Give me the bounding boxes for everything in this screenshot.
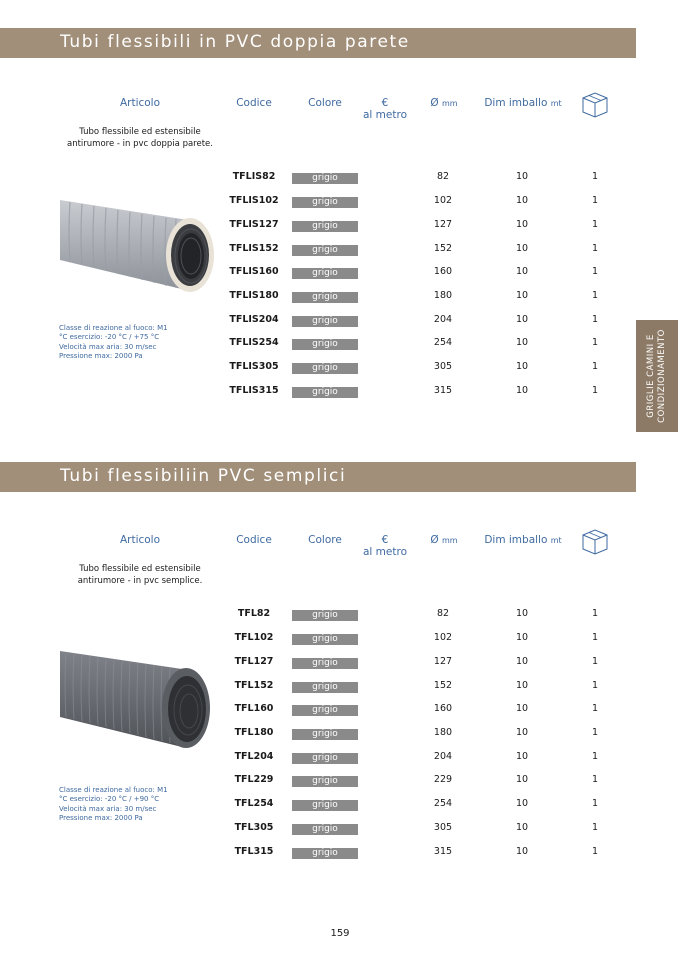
diameter-cell: 180 <box>433 727 453 738</box>
qty-cell: 1 <box>591 290 599 301</box>
dim-cell: 10 <box>515 266 529 277</box>
qty-cell: 1 <box>591 361 599 372</box>
code-cell: TFLIS204 <box>229 314 279 325</box>
box-icon <box>580 90 610 118</box>
header-euro-label: al metro <box>362 109 407 121</box>
dim-cell: 10 <box>515 243 529 254</box>
dim-cell: 10 <box>515 798 529 809</box>
header-articolo: Articolo <box>119 534 161 546</box>
table-row <box>0 265 678 281</box>
color-cell: grigio <box>292 682 358 693</box>
header-dim-imballo <box>484 97 562 109</box>
code-cell: TFLIS82 <box>232 171 276 182</box>
section-1-banner <box>0 28 636 58</box>
header-euro-symbol: € <box>381 534 389 546</box>
box-icon <box>580 527 610 555</box>
header-dim-label: Dim imballo <box>484 97 548 109</box>
table-row <box>0 384 678 400</box>
qty-cell: 1 <box>591 195 599 206</box>
table-row <box>0 702 678 718</box>
code-cell: TFL160 <box>234 703 274 714</box>
diameter-cell: 254 <box>433 337 453 348</box>
spec-line: Velocità max aria: 30 m/sec <box>59 804 157 813</box>
diameter-cell: 204 <box>433 751 453 762</box>
qty-cell: 1 <box>591 266 599 277</box>
qty-cell: 1 <box>591 337 599 348</box>
color-cell: grigio <box>292 729 358 740</box>
color-cell: grigio <box>292 800 358 811</box>
header-diameter <box>422 97 466 109</box>
diameter-cell: 305 <box>433 361 453 372</box>
diameter-cell: 152 <box>433 680 453 691</box>
header-codice: Codice <box>236 534 272 546</box>
table-row <box>0 336 678 352</box>
spec-line: Classe di reazione al fuoco: M1 <box>59 786 168 794</box>
table-row <box>0 726 678 742</box>
dim-cell: 10 <box>515 751 529 762</box>
diameter-cell: 160 <box>433 703 453 714</box>
diameter-cell: 254 <box>433 798 453 809</box>
spec-line: Velocità max aria: 30 m/sec <box>59 342 157 351</box>
table-row <box>0 607 678 623</box>
table-row <box>0 845 678 861</box>
dim-cell: 10 <box>515 822 529 833</box>
spec-line: Classe di reazione al fuoco: M1 <box>59 324 168 332</box>
side-category-tab <box>636 320 678 432</box>
code-cell: TFLIS305 <box>229 361 279 372</box>
code-cell: TFL82 <box>237 608 271 619</box>
qty-cell: 1 <box>591 656 599 667</box>
qty-cell: 1 <box>591 385 599 396</box>
code-cell: TFL180 <box>234 727 274 738</box>
dim-cell: 10 <box>515 337 529 348</box>
code-cell: TFLIS254 <box>229 337 279 348</box>
spec-line: °C esercizio: -20 °C / +90 °C <box>59 795 160 804</box>
dim-cell: 10 <box>515 656 529 667</box>
section-2-title: Tubi flessibiliin PVC semplici <box>60 466 347 486</box>
dim-cell: 10 <box>515 846 529 857</box>
diameter-cell: 160 <box>433 266 453 277</box>
diameter-cell: 102 <box>433 632 453 643</box>
header-euro-label: al metro <box>362 546 407 558</box>
dim-cell: 10 <box>515 727 529 738</box>
header-articolo: Articolo <box>119 97 161 109</box>
description-line: Tubo flessibile ed estensibile <box>79 127 201 137</box>
table-row <box>0 750 678 766</box>
description-line: antirumore - in pvc doppia parete. <box>67 139 213 149</box>
code-cell: TFLIS102 <box>229 195 279 206</box>
qty-cell: 1 <box>591 751 599 762</box>
qty-cell: 1 <box>591 314 599 325</box>
code-cell: TFLIS152 <box>229 243 279 254</box>
section-2-description <box>60 563 220 587</box>
color-cell: grigio <box>292 292 358 303</box>
code-cell: TFL152 <box>234 680 274 691</box>
dim-cell: 10 <box>515 219 529 230</box>
side-category-label <box>646 320 668 432</box>
color-cell: grigio <box>292 339 358 350</box>
dim-cell: 10 <box>515 608 529 619</box>
header-dim-imballo <box>484 534 562 546</box>
color-cell: grigio <box>292 316 358 327</box>
diameter-cell: 229 <box>433 774 453 785</box>
color-cell: grigio <box>292 173 358 184</box>
header-diameter-unit: mm <box>442 99 458 108</box>
dim-cell: 10 <box>515 774 529 785</box>
diameter-cell: 82 <box>436 171 450 182</box>
diameter-cell: 315 <box>433 846 453 857</box>
section-1 <box>0 60 678 470</box>
code-cell: TFLIS160 <box>229 266 279 277</box>
header-diameter-unit: mm <box>442 536 458 545</box>
color-cell: grigio <box>292 658 358 669</box>
header-diameter-symbol: Ø <box>430 97 439 109</box>
code-cell: TFL204 <box>234 751 274 762</box>
dim-cell: 10 <box>515 290 529 301</box>
diameter-cell: 315 <box>433 385 453 396</box>
header-diameter-symbol: Ø <box>430 534 439 546</box>
diameter-cell: 127 <box>433 656 453 667</box>
qty-cell: 1 <box>591 774 599 785</box>
qty-cell: 1 <box>591 219 599 230</box>
spec-line: Pressione max: 2000 Pa <box>59 813 143 822</box>
color-cell: grigio <box>292 776 358 787</box>
code-cell: TFL102 <box>234 632 274 643</box>
color-cell: grigio <box>292 245 358 256</box>
qty-cell: 1 <box>591 608 599 619</box>
code-cell: TFL127 <box>234 656 274 667</box>
side-label-line: GRIGLIE CAMINI E <box>646 334 656 418</box>
color-cell: grigio <box>292 387 358 398</box>
code-cell: TFLIS180 <box>229 290 279 301</box>
table-row <box>0 631 678 647</box>
table-row <box>0 773 678 789</box>
diameter-cell: 204 <box>433 314 453 325</box>
table-row <box>0 218 678 234</box>
section-1-description <box>60 126 220 150</box>
description-line: antirumore - in pvc semplice. <box>77 576 203 586</box>
header-euro-symbol: € <box>381 97 389 109</box>
qty-cell: 1 <box>591 680 599 691</box>
header-euro <box>355 97 415 121</box>
dim-cell: 10 <box>515 171 529 182</box>
code-cell: TFL305 <box>234 822 274 833</box>
qty-cell: 1 <box>591 703 599 714</box>
color-cell: grigio <box>292 753 358 764</box>
table-row <box>0 313 678 329</box>
dim-cell: 10 <box>515 314 529 325</box>
table-row <box>0 655 678 671</box>
table-row <box>0 289 678 305</box>
code-cell: TFLIS127 <box>229 219 279 230</box>
color-cell: grigio <box>292 610 358 621</box>
header-diameter <box>422 534 466 546</box>
color-cell: grigio <box>292 221 358 232</box>
dim-cell: 10 <box>515 195 529 206</box>
header-colore: Colore <box>308 97 342 109</box>
section-2-banner <box>0 462 636 492</box>
dim-cell: 10 <box>515 703 529 714</box>
diameter-cell: 180 <box>433 290 453 301</box>
code-cell: TFL229 <box>234 774 274 785</box>
diameter-cell: 102 <box>433 195 453 206</box>
diameter-cell: 152 <box>433 243 453 254</box>
color-cell: grigio <box>292 824 358 835</box>
color-cell: grigio <box>292 268 358 279</box>
dim-cell: 10 <box>515 385 529 396</box>
table-row <box>0 821 678 837</box>
color-cell: grigio <box>292 634 358 645</box>
diameter-cell: 305 <box>433 822 453 833</box>
page-number: 159 <box>330 928 350 939</box>
header-dim-label: Dim imballo <box>484 534 548 546</box>
color-cell: grigio <box>292 705 358 716</box>
qty-cell: 1 <box>591 632 599 643</box>
diameter-cell: 82 <box>436 608 450 619</box>
header-colore: Colore <box>308 534 342 546</box>
qty-cell: 1 <box>591 846 599 857</box>
qty-cell: 1 <box>591 798 599 809</box>
qty-cell: 1 <box>591 822 599 833</box>
section-2 <box>0 497 678 907</box>
table-row <box>0 679 678 695</box>
description-line: Tubo flessibile ed estensibile <box>79 564 201 574</box>
table-row <box>0 360 678 376</box>
table-row <box>0 194 678 210</box>
spec-line: Pressione max: 2000 Pa <box>59 351 143 360</box>
side-label-line: CONDIZIONAMENTO <box>657 329 667 423</box>
dim-cell: 10 <box>515 361 529 372</box>
code-cell: TFL315 <box>234 846 274 857</box>
dim-cell: 10 <box>515 680 529 691</box>
qty-cell: 1 <box>591 171 599 182</box>
header-codice: Codice <box>236 97 272 109</box>
table-row <box>0 170 678 186</box>
header-dim-unit: mt <box>550 99 562 108</box>
code-cell: TFLIS315 <box>229 385 279 396</box>
dim-cell: 10 <box>515 632 529 643</box>
table-row <box>0 242 678 258</box>
header-dim-unit: mt <box>550 536 562 545</box>
qty-cell: 1 <box>591 243 599 254</box>
section-1-title: Tubi flessibili in PVC doppia parete <box>60 32 410 52</box>
table-row <box>0 797 678 813</box>
header-euro <box>355 534 415 558</box>
diameter-cell: 127 <box>433 219 453 230</box>
color-cell: grigio <box>292 363 358 374</box>
qty-cell: 1 <box>591 727 599 738</box>
code-cell: TFL254 <box>234 798 274 809</box>
color-cell: grigio <box>292 848 358 859</box>
spec-line: °C esercizio: -20 °C / +75 °C <box>59 333 160 342</box>
color-cell: grigio <box>292 197 358 208</box>
